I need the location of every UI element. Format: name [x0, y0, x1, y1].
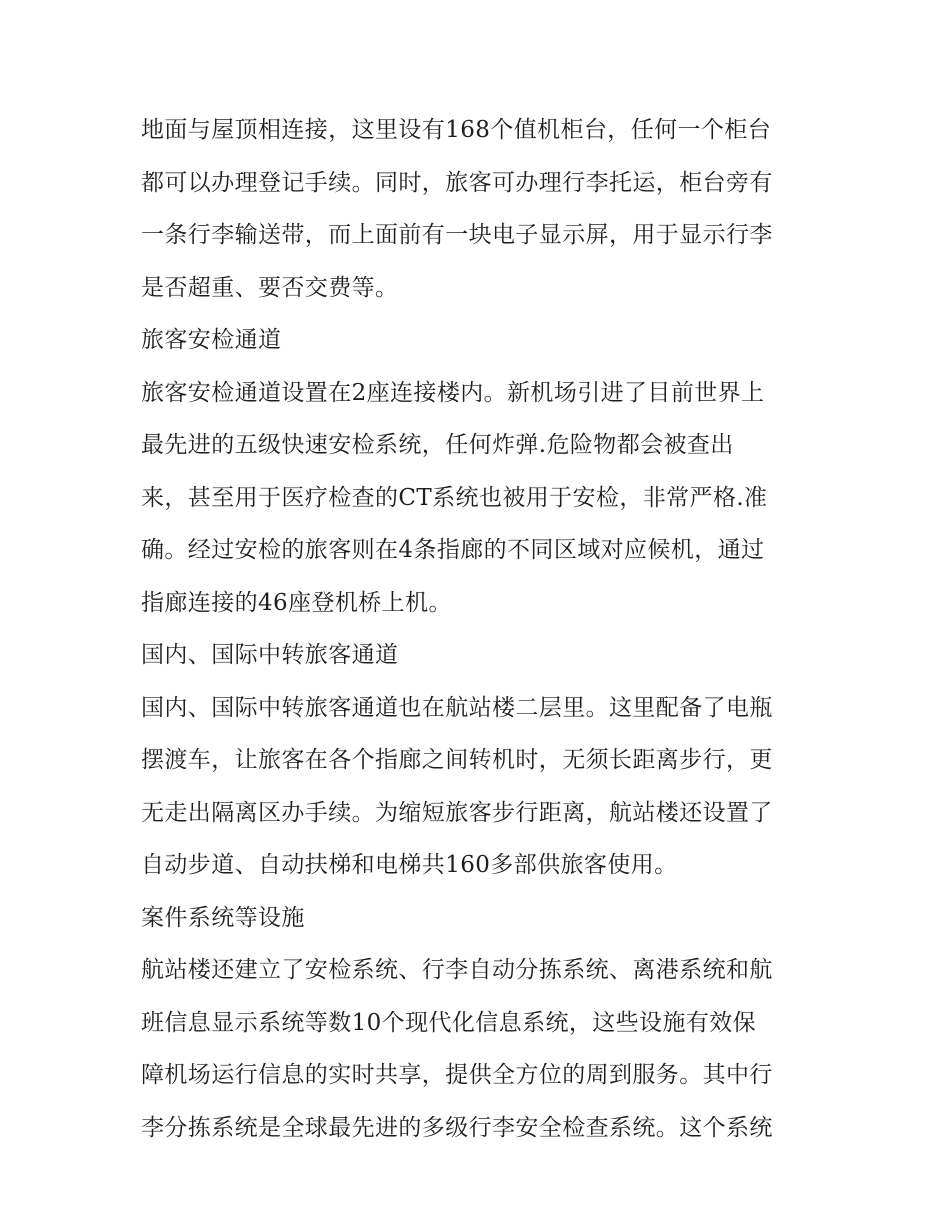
paragraph-line: 国内、国际中转旅客通道也在航站楼二层里。这里配备了电瓶 — [141, 694, 773, 721]
paragraph-line: 自动步道、自动扶梯和电梯共160多部供旅客使用。 — [141, 852, 678, 878]
paragraph-line: 班信息显示系统等数10个现代化信息系统，这些设施有效保 — [141, 1009, 757, 1036]
section-heading: 旅客安检通道 — [141, 327, 282, 353]
document-body — [141, 107, 821, 1157]
paragraph-line: 无走出隔离区办手续。为缩短旅客步行距离，航站楼还设置了 — [141, 799, 773, 826]
paragraph-line: 摆渡车，让旅客在各个指廊之间转机时，无须长距离步行，更 — [141, 747, 773, 773]
paragraph-line: 航站楼还建立了安检系统、行李自动分拣系统、离港系统和航 — [141, 957, 773, 983]
paragraph-line: 障机场运行信息的实时共享，提供全方位的周到服务。其中行 — [141, 1062, 773, 1088]
paragraph-line: 一条行李输送带，而上面前有一块电子显示屏，用于显示行李 — [141, 222, 773, 248]
paragraph-line: 来，甚至用于医疗检查的CT系统也被用于安检，非常严格.准 — [141, 484, 768, 511]
paragraph-line: 李分拣系统是全球最先进的多级行李安全检查系统。这个系统 — [141, 1114, 773, 1141]
paragraph-line: 地面与屋顶相连接，这里设有168个值机柜台，任何一个柜台 — [141, 117, 772, 143]
paragraph-line: 最先进的五级快速安检系统，任何炸弹.危险物都会被查出 — [141, 432, 734, 458]
paragraph-line: 是否超重、要否交费等。 — [141, 274, 399, 301]
section-heading: 案件系统等设施 — [141, 904, 305, 931]
section-heading: 国内、国际中转旅客通道 — [141, 642, 399, 668]
paragraph-line: 都可以办理登记手续。同时，旅客可办理行李托运，柜台旁有 — [141, 169, 773, 196]
paragraph-line: 指廊连接的46座登机桥上机。 — [141, 589, 452, 616]
paragraph-line: 旅客安检通道设置在2座连接楼内。新机场引进了目前世界上 — [141, 379, 765, 406]
paragraph-line: 确。经过安检的旅客则在4条指廊的不同区域对应候机，通过 — [141, 537, 765, 563]
